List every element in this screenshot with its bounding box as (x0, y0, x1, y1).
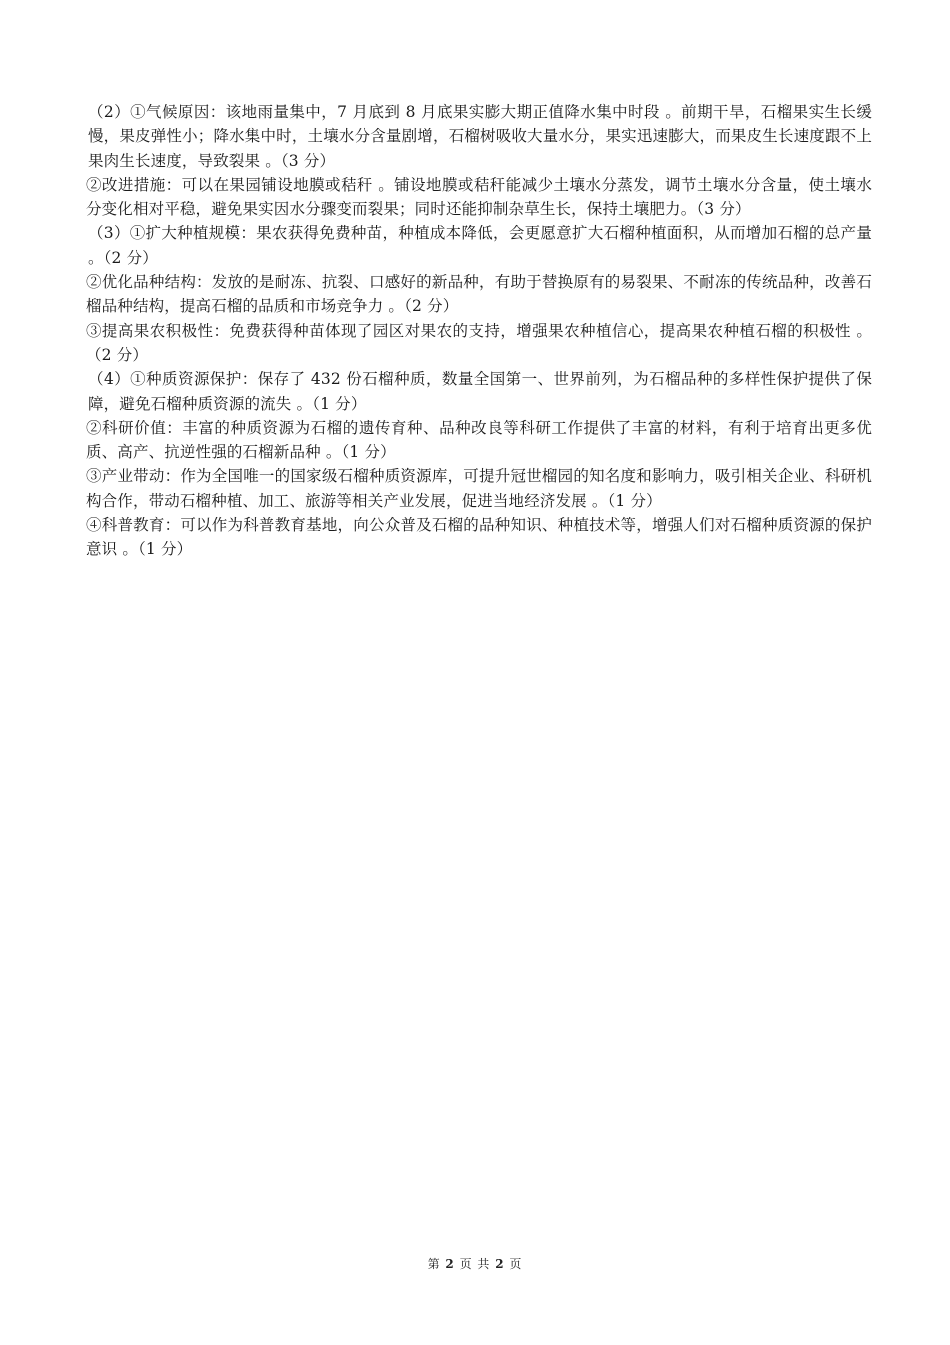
footer-prefix: 第 (427, 1257, 446, 1271)
answer-content (86, 100, 872, 562)
footer-suffix: 页 (504, 1257, 523, 1271)
footer-middle: 页 共 (454, 1257, 496, 1271)
paragraph-q4-research: ②科研价值：丰富的种质资源为石榴的遗传育种、品种改良等科研工作提供了丰富的材料，有利于培育出更多优质、高产、抗逆性强的石榴新品种 。（1 分） (86, 418, 872, 462)
paragraph-q4-protection: （4）①种质资源保护：保存了 432 份石榴种质，数量全国第一、世界前列，为石榴品种的多样性保护提供了保障，避免石榴种质资源的流失 。（1 分） (88, 370, 872, 413)
paragraph-q3-variety: ②优化品种结构：发放的是耐冻、抗裂、口感好的新品种，有助于替换原有的易裂果、不耐冻的传统品种，改善石榴品种结构，提高石榴的品质和市场竞争力 。（2 分） (86, 273, 872, 316)
footer-page-number: 2 (445, 1257, 455, 1271)
footer-total-pages: 2 (495, 1257, 505, 1271)
paragraph-q3-enthusiasm: ③提高果农积极性：免费获得种苗体现了园区对果农的支持，增强果农种植信心，提高果农种植石榴的积极性 。（2 分） (86, 321, 872, 364)
paragraph-q3-scale: （3）①扩大种植规模：果农获得免费种苗，种植成本降低，会更愿意扩大石榴种植面积，从而增加石榴的总产量 。（2 分） (88, 224, 872, 267)
page-footer (0, 1255, 950, 1272)
paragraph-q4-education: ④科普教育：可以作为科普教育基地，向公众普及石榴的品种知识、种植技术等，增强人们对石榴种质资源的保护意识 。（1 分） (86, 516, 872, 559)
paragraph-q4-industry: ③产业带动：作为全国唯一的国家级石榴种质资源库，可提升冠世榴园的知名度和影响力，吸引相关企业、科研机构合作，带动石榴种植、加工、旅游等相关产业发展，促进当地经济发展 。（1 分） (86, 467, 872, 510)
paragraph-q2-measures: ②改进措施：可以在果园铺设地膜或秸秆 。铺设地膜或秸秆能减少土壤水分蒸发，调节土壤水分含量，使土壤水分变化相对平稳，避免果实因水分骤变而裂果；同时还能抑制杂草生长，保持土壤肥力。（3 分） (86, 175, 872, 219)
paragraph-q2-climate: （2）①气候原因：该地雨量集中，7 月底到 8 月底果实膨大期正值降水集中时段 。前期干旱，石榴果实生长缓慢，果皮弹性小；降水集中时，土壤水分含量剧增，石榴树吸收大量水分，果实迅速膨大，而果皮生长速度跟不上果肉生长速度，导致裂果 。（3 分） (88, 103, 872, 170)
